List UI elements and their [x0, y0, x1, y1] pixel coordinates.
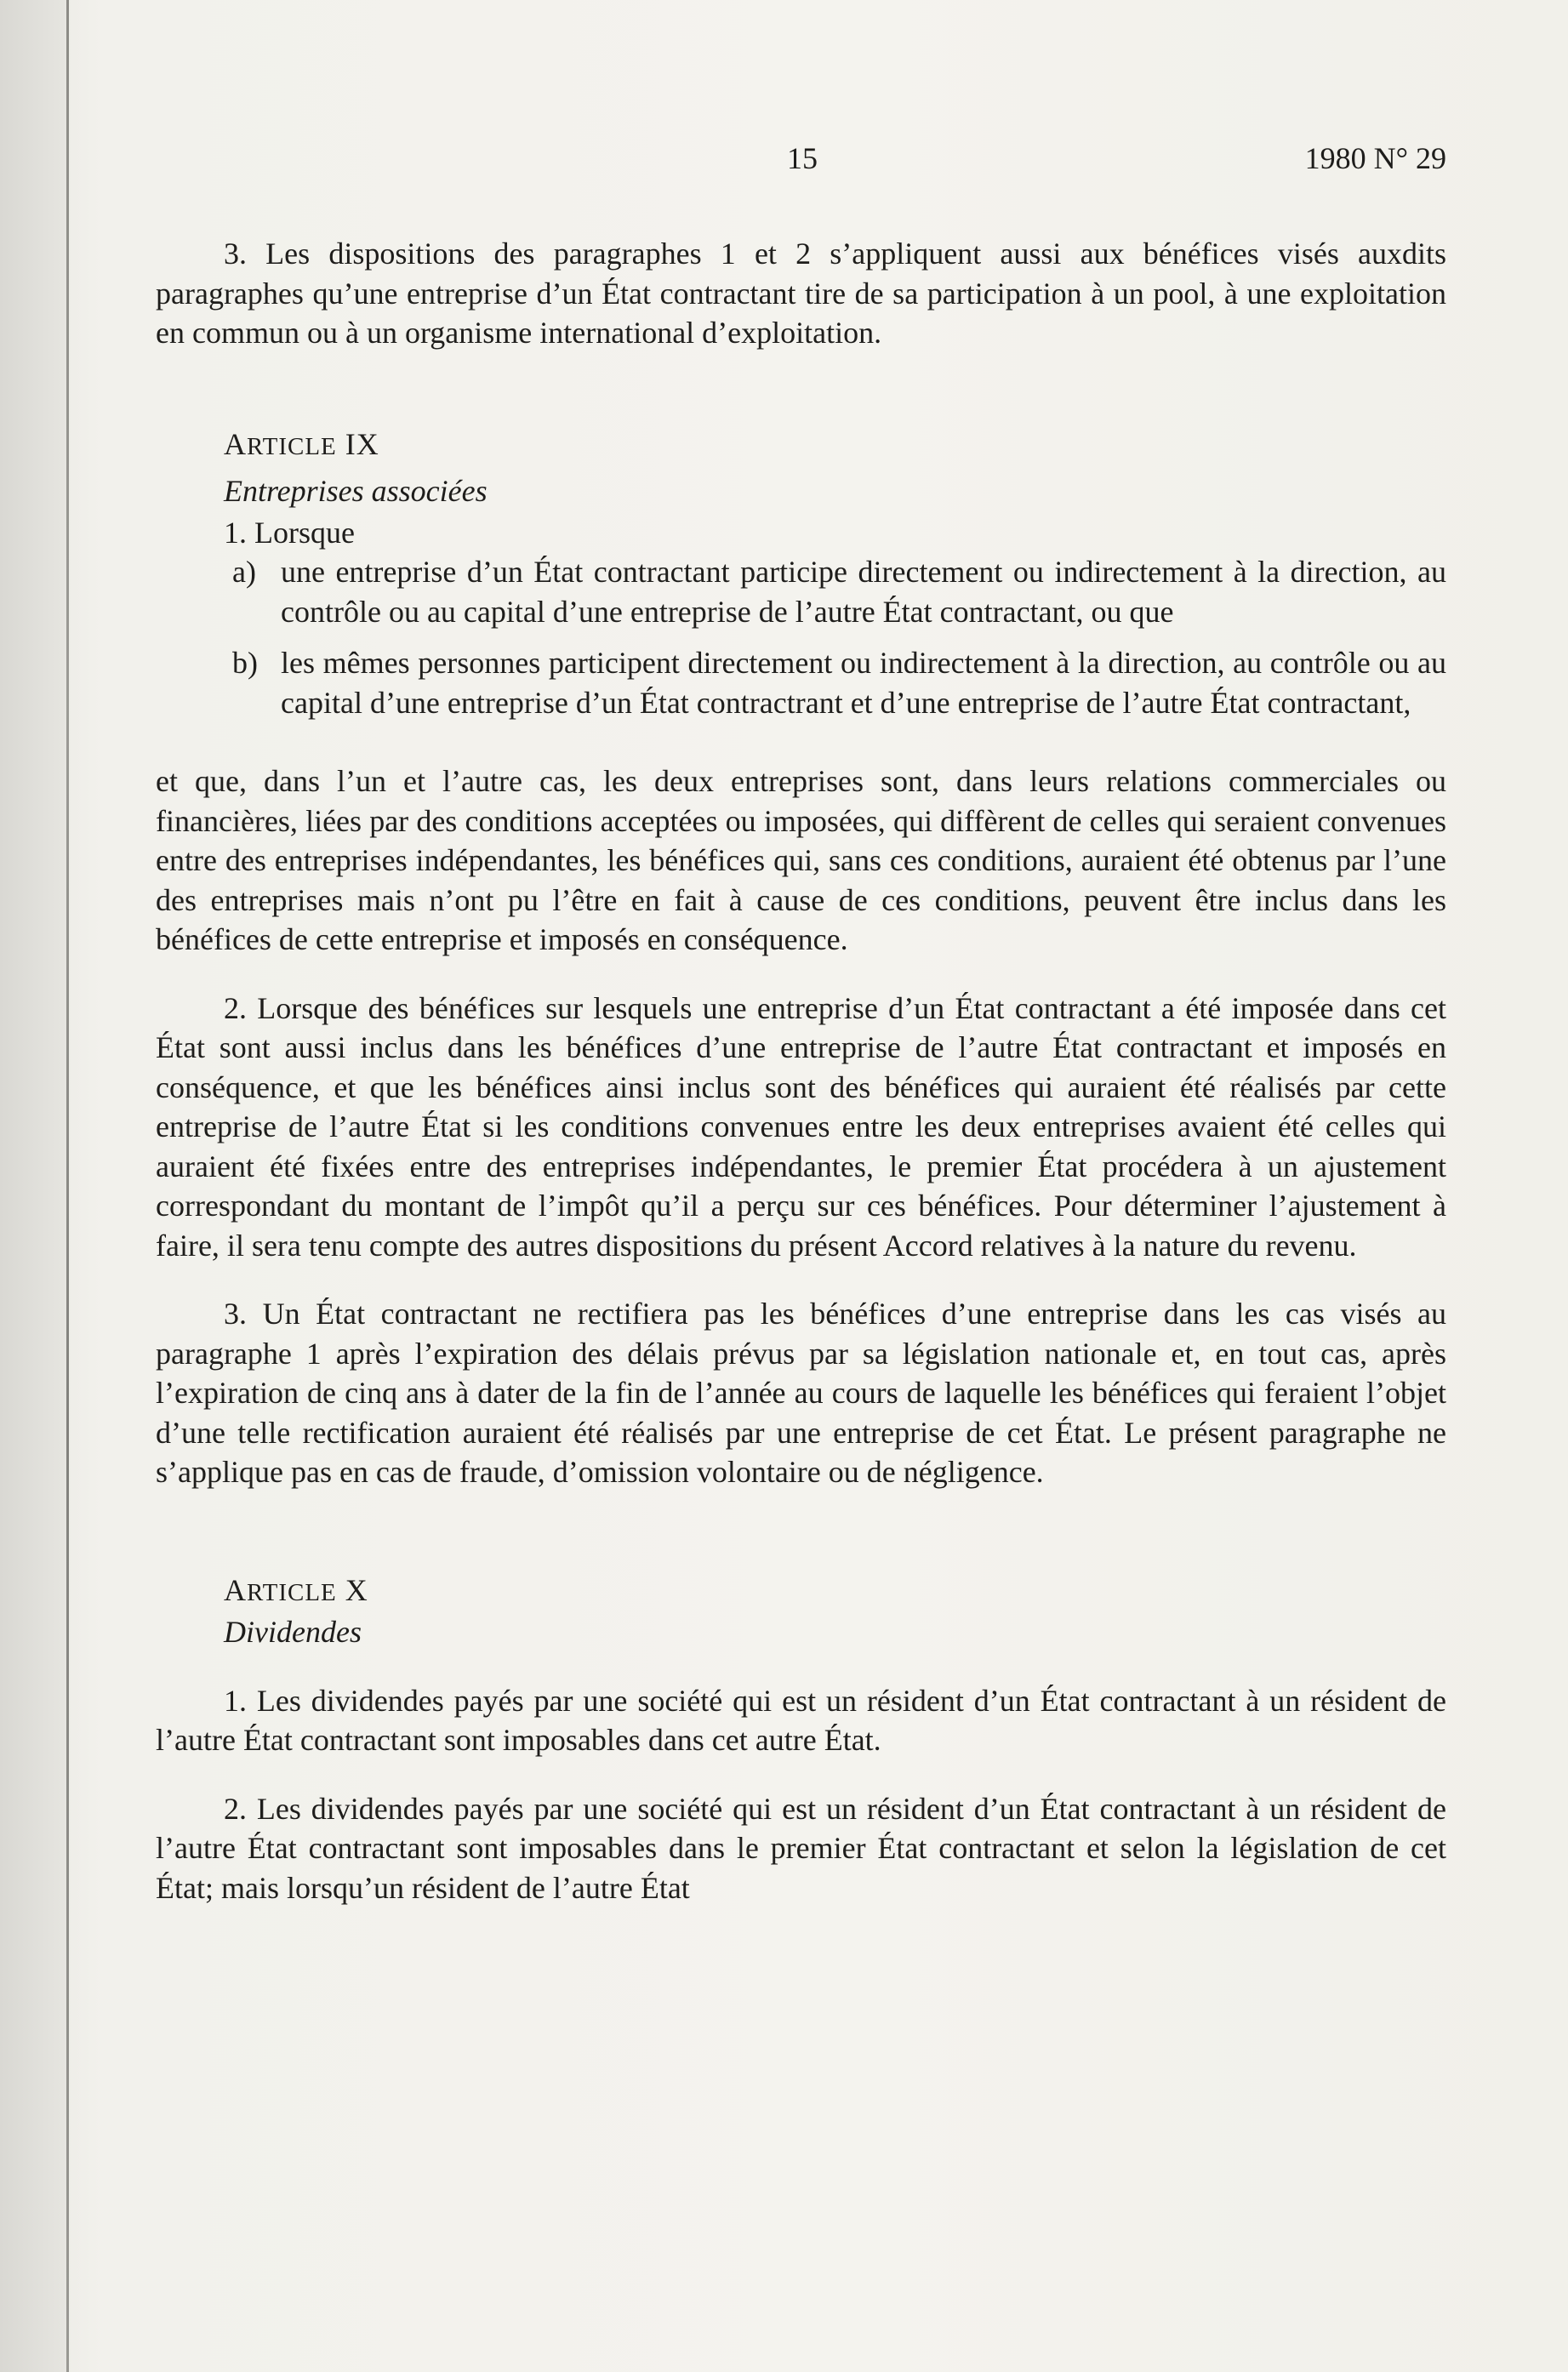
list-item-b-text: les mêmes personnes participent directement ou indirectement à la direction, au contrôle ou au capital d’une entreprise d’un État contractrant et d’une entreprise de l’autre État contractant, — [281, 646, 1446, 720]
list-item-a-text: une entreprise d’un État contractant participe directement ou indirectement à la direction, au contrôle ou au capital d’une entreprise de l’autre État contractant, ou que — [281, 555, 1446, 629]
list-item-a-label: a) — [232, 555, 256, 589]
article-x-word-rest: RTICLE — [247, 1578, 337, 1606]
paragraph-3-previous-article: 3. Les dispositions des paragraphes 1 et 2 s’appliquent aussi aux bénéfices visés auxdits paragraphes qu’une entreprise d’un État contractant tire de sa participation à un pool, à une exploitation en commun ou à un organisme international d’exploitation. — [156, 237, 1446, 350]
article-ix-paragraph-3: 3. Un État contractant ne rectifiera pas les bénéfices d’une entreprise dans les cas visés au paragraphe 1 après l’expiration des délais prévus par sa législation nationale et, en tout cas, après l’expiration de cinq ans à dater de la fin de l’année au cours de laquelle les bénéfices qui feraient l’objet d’une telle rectification auraient été réalisés par une entreprise de cet État. Le présent paragraphe ne s’applique pas en cas de fraude, d’omission volontaire ou de négligence. — [156, 1297, 1446, 1489]
page-number: 15 — [787, 141, 818, 175]
article-x-subtitle: Dividendes — [224, 1615, 362, 1649]
list-item-b-label: b) — [232, 646, 258, 680]
article-x-paragraph-2: 2. Les dividendes payés par une société qui est un résident d’un État contractant à un résident de l’autre État contractant sont imposables dans le premier État contractant et selon la législation de cet État; mais lorsqu’un résident de l’autre État — [156, 1791, 1446, 1905]
body-text — [156, 234, 1446, 1907]
binding-edge-line — [66, 0, 69, 2372]
article-ix-word-rest: RTICLE — [247, 432, 337, 460]
article-ix-paragraph-1-tail: et que, dans l’un et l’autre cas, les deux entreprises sont, dans leurs relations commerciales ou financières, liées par des conditions acceptées ou imposées, qui diffèrent de celles qui seraient convenues entre des entreprises indépendantes, les bénéfices qui, sans ces conditions, auraient été obtenus par l’une des entreprises mais n’ont pu l’être en fait à cause de ces conditions, peuvent être inclus dans les bénéfices de cette entreprise et imposés en conséquence. — [156, 764, 1446, 956]
list-item-a — [156, 552, 1446, 631]
article-ix-number: IX — [345, 426, 379, 461]
series-number: 1980 N° 29 — [1304, 141, 1446, 175]
article-ix-paragraph-2: 2. Lorsque des bénéfices sur lesquels une entreprise d’un État contractant a été imposée dans cet État sont aussi inclus dans les bénéfices d’une entreprise de l’autre État contractant et imposés en conséquence, et que les bénéfices ainsi inclus sont des bénéfices qui auraient été réalisés par cette entreprise de l’autre État si les conditions convenues entre les deux entreprises avaient été celles qui auraient été fixées entre des entreprises indépendantes, le premier État procédera à un ajustement correspondant du montant de l’impôt qu’il a perçu sur ces bénéfices. Pour déterminer l’ajustement à faire, il sera tenu compte des autres dispositions du présent Accord relatives à la nature du revenu. — [156, 990, 1446, 1263]
article-x-number: X — [345, 1572, 368, 1607]
article-ix-subtitle: Entreprises associées — [224, 474, 488, 508]
list-item-b — [156, 643, 1446, 722]
article-ix-word-initial: A — [224, 426, 247, 461]
running-header — [0, 140, 1568, 183]
article-ix-paragraph-1-lead: 1. Lorsque — [224, 515, 355, 550]
article-x-heading — [156, 1571, 1446, 1613]
article-ix-heading — [156, 425, 1446, 467]
article-x-paragraph-1: 1. Les dividendes payés par une société qui est un résident d’un État contractant à un résident de l’autre État contractant sont imposables dans cet autre État. — [156, 1683, 1446, 1757]
binding-gutter — [0, 0, 66, 2372]
article-x-word-initial: A — [224, 1572, 247, 1607]
